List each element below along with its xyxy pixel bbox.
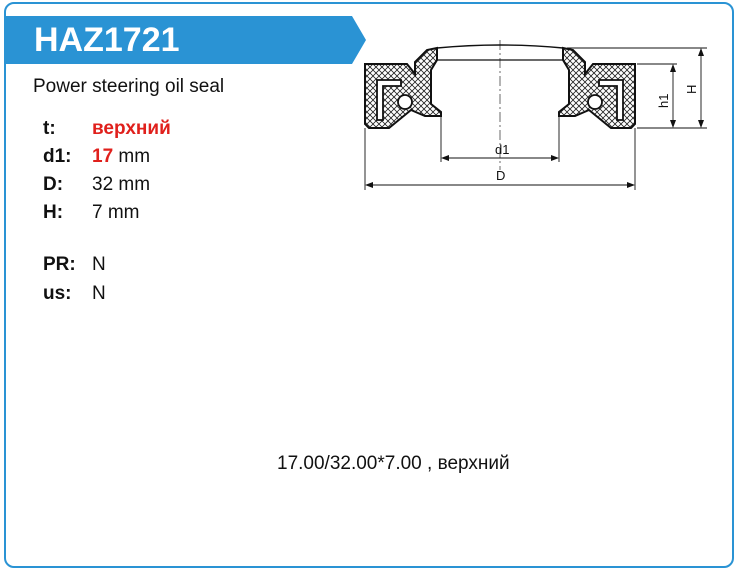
d1-label: d1	[495, 142, 510, 157]
spec-value-unit: mm	[113, 146, 151, 167]
spec-label: t:	[43, 118, 56, 139]
spec-label: H:	[43, 202, 64, 223]
garter-spring-left	[398, 95, 412, 109]
garter-spring-right	[588, 95, 602, 109]
spec-label: PR:	[43, 254, 76, 275]
D-label: D	[496, 168, 506, 183]
spec-value: 7 mm	[92, 202, 140, 223]
spec-label: d1:	[43, 146, 72, 167]
spec-value: N	[92, 283, 106, 304]
spec-value: N	[92, 254, 106, 275]
H-label: H	[684, 84, 699, 94]
h1-label: h1	[656, 93, 671, 108]
spec-value-number: 17	[92, 146, 114, 167]
spec-label: us:	[43, 283, 72, 304]
seal-cross-section-drawing	[355, 40, 715, 200]
spec-value: 32 mm	[92, 174, 151, 195]
part-number: HAZ1721	[34, 21, 180, 59]
spec-value	[92, 146, 150, 168]
summary-line: 17.00/32.00*7.00 , верхний	[277, 453, 510, 474]
spec-value: верхний	[92, 118, 171, 139]
spec-label: D:	[43, 174, 64, 195]
product-description: Power steering oil seal	[33, 76, 225, 97]
title-banner	[4, 16, 366, 64]
